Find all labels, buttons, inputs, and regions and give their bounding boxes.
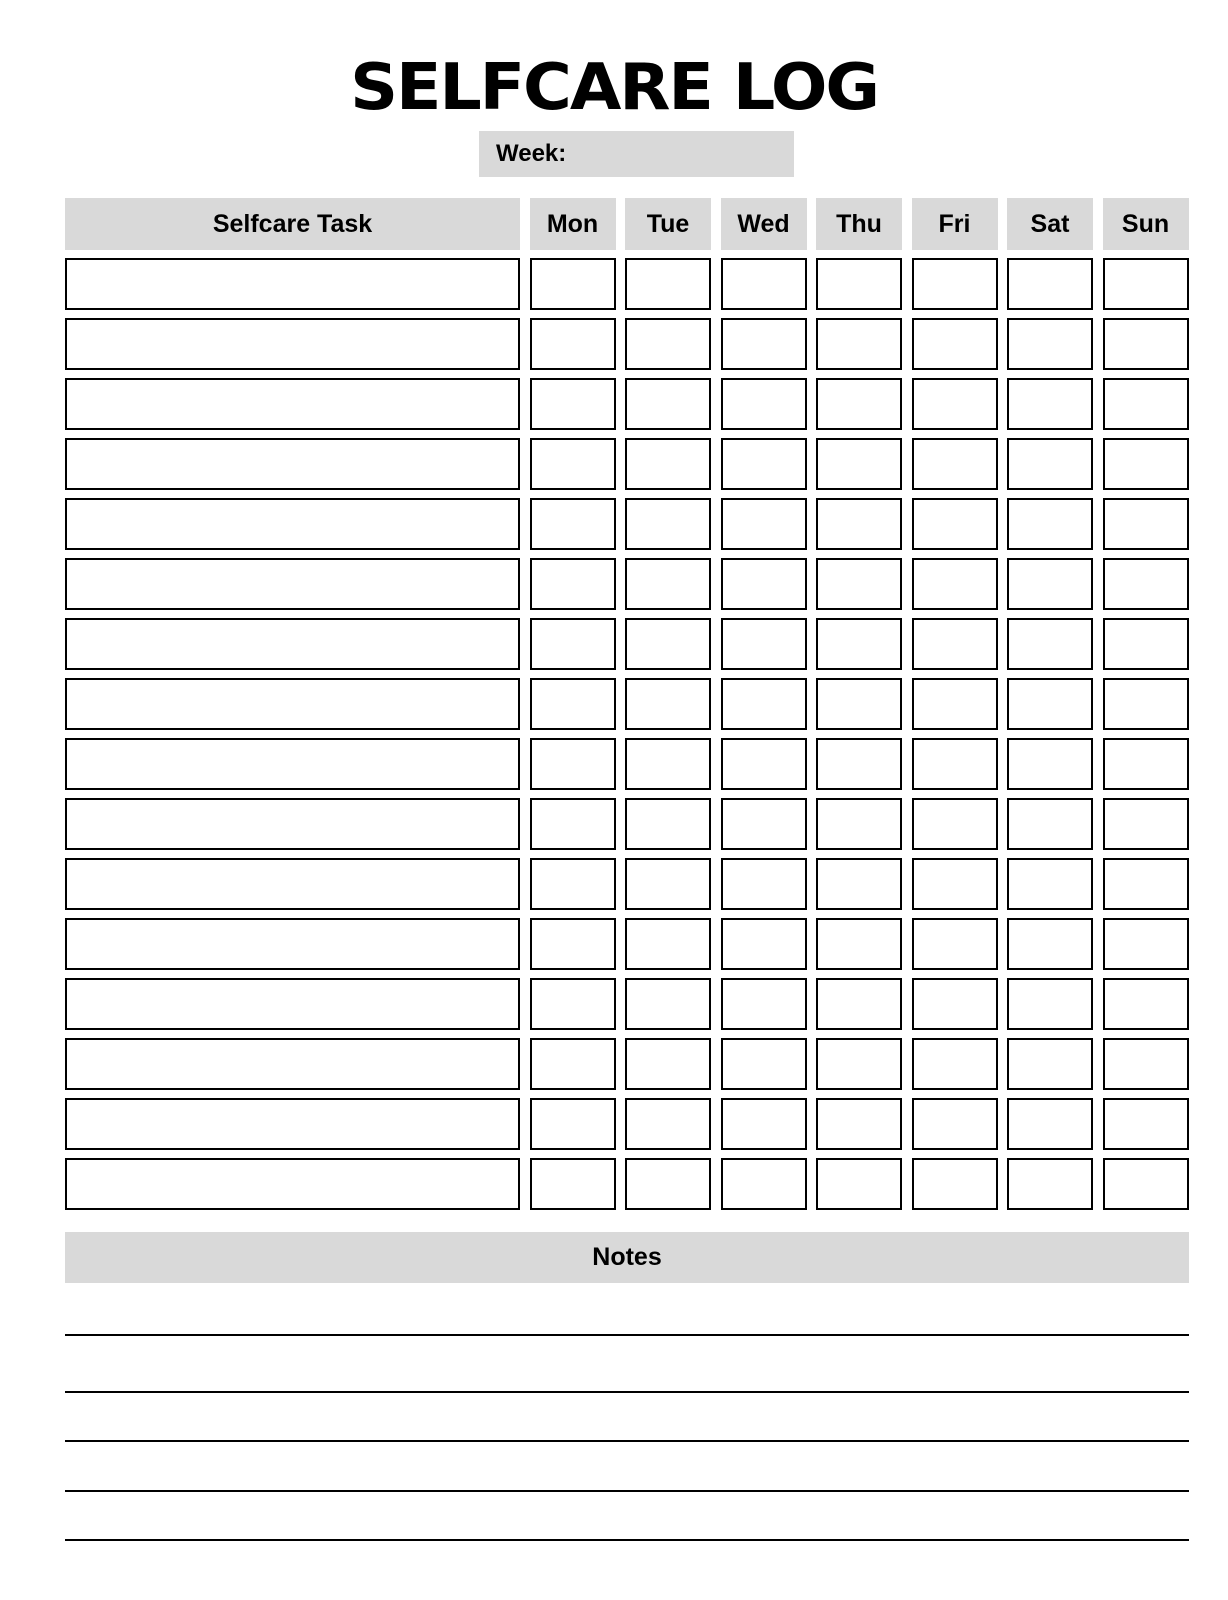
checkbox-mon[interactable]	[530, 678, 616, 730]
checkbox-mon[interactable]	[530, 978, 616, 1030]
checkbox-sun[interactable]	[1103, 258, 1189, 310]
checkbox-wed[interactable]	[721, 978, 807, 1030]
checkbox-fri[interactable]	[912, 798, 998, 850]
checkbox-sun[interactable]	[1103, 798, 1189, 850]
checkbox-fri[interactable]	[912, 558, 998, 610]
checkbox-thu[interactable]	[816, 1098, 902, 1150]
checkbox-sun[interactable]	[1103, 1038, 1189, 1090]
checkbox-sat[interactable]	[1007, 318, 1093, 370]
checkbox-wed[interactable]	[721, 1038, 807, 1090]
checkbox-fri[interactable]	[912, 678, 998, 730]
checkbox-mon[interactable]	[530, 1098, 616, 1150]
checkbox-sat[interactable]	[1007, 1038, 1093, 1090]
checkbox-wed[interactable]	[721, 738, 807, 790]
task-input-box[interactable]	[65, 978, 520, 1030]
task-input-box[interactable]	[65, 798, 520, 850]
checkbox-sat[interactable]	[1007, 978, 1093, 1030]
checkbox-fri[interactable]	[912, 258, 998, 310]
table-row	[65, 498, 1189, 550]
checkbox-mon[interactable]	[530, 618, 616, 670]
checkbox-tue[interactable]	[625, 378, 711, 430]
task-input-box[interactable]	[65, 1158, 520, 1210]
checkbox-sat[interactable]	[1007, 738, 1093, 790]
task-input-box[interactable]	[65, 558, 520, 610]
day-header-sun: Sun	[1103, 198, 1189, 250]
checkbox-thu[interactable]	[816, 1158, 902, 1210]
checkbox-tue[interactable]	[625, 498, 711, 550]
task-input-box[interactable]	[65, 1038, 520, 1090]
checkbox-mon[interactable]	[530, 558, 616, 610]
table-row	[65, 798, 1189, 850]
week-field[interactable]: Week:	[479, 131, 794, 177]
checkbox-sat[interactable]	[1007, 798, 1093, 850]
checkbox-mon[interactable]	[530, 858, 616, 910]
checkbox-mon[interactable]	[530, 1158, 616, 1210]
checkbox-sat[interactable]	[1007, 498, 1093, 550]
day-header-fri: Fri	[912, 198, 998, 250]
checkbox-tue[interactable]	[625, 978, 711, 1030]
table-body	[65, 258, 1189, 1210]
checkbox-sun[interactable]	[1103, 558, 1189, 610]
task-input-box[interactable]	[65, 618, 520, 670]
checkbox-tue[interactable]	[625, 558, 711, 610]
task-input-box[interactable]	[65, 438, 520, 490]
day-header-thu: Thu	[816, 198, 902, 250]
checkbox-sun[interactable]	[1103, 378, 1189, 430]
checkbox-tue[interactable]	[625, 1158, 711, 1210]
checkbox-tue[interactable]	[625, 258, 711, 310]
page-title: SELFCARE LOG	[350, 51, 878, 125]
checkbox-tue[interactable]	[625, 738, 711, 790]
checkbox-sat[interactable]	[1007, 258, 1093, 310]
table-row	[65, 738, 1189, 790]
day-header-sat: Sat	[1007, 198, 1093, 250]
checkbox-fri[interactable]	[912, 378, 998, 430]
table-row	[65, 378, 1189, 430]
table-row	[65, 918, 1189, 970]
task-input-box[interactable]	[65, 678, 520, 730]
checkbox-mon[interactable]	[530, 438, 616, 490]
checkbox-wed[interactable]	[721, 1098, 807, 1150]
task-input-box[interactable]	[65, 738, 520, 790]
checkbox-tue[interactable]	[625, 618, 711, 670]
note-line[interactable]	[65, 1440, 1189, 1442]
checkbox-wed[interactable]	[721, 798, 807, 850]
task-input-box[interactable]	[65, 498, 520, 550]
checkbox-mon[interactable]	[530, 738, 616, 790]
checkbox-thu[interactable]	[816, 618, 902, 670]
checkbox-sun[interactable]	[1103, 738, 1189, 790]
checkbox-sun[interactable]	[1103, 858, 1189, 910]
checkbox-wed[interactable]	[721, 858, 807, 910]
note-line[interactable]	[65, 1391, 1189, 1393]
checkbox-sat[interactable]	[1007, 618, 1093, 670]
table-row	[65, 438, 1189, 490]
checkbox-sat[interactable]	[1007, 918, 1093, 970]
table-header	[65, 198, 1189, 250]
checkbox-thu[interactable]	[816, 678, 902, 730]
checkbox-thu[interactable]	[816, 858, 902, 910]
checkbox-mon[interactable]	[530, 318, 616, 370]
checkbox-wed[interactable]	[721, 438, 807, 490]
checkbox-fri[interactable]	[912, 918, 998, 970]
checkbox-thu[interactable]	[816, 1038, 902, 1090]
table-row	[65, 978, 1189, 1030]
checkbox-sat[interactable]	[1007, 1098, 1093, 1150]
task-input-box[interactable]	[65, 918, 520, 970]
checkbox-thu[interactable]	[816, 918, 902, 970]
checkbox-tue[interactable]	[625, 1098, 711, 1150]
checkbox-tue[interactable]	[625, 318, 711, 370]
table-row	[65, 858, 1189, 910]
checkbox-mon[interactable]	[530, 798, 616, 850]
checkbox-wed[interactable]	[721, 498, 807, 550]
checkbox-tue[interactable]	[625, 858, 711, 910]
note-line[interactable]	[65, 1334, 1189, 1336]
checkbox-thu[interactable]	[816, 438, 902, 490]
checkbox-mon[interactable]	[530, 258, 616, 310]
checkbox-sun[interactable]	[1103, 678, 1189, 730]
checkbox-fri[interactable]	[912, 498, 998, 550]
checkbox-sun[interactable]	[1103, 1098, 1189, 1150]
checkbox-wed[interactable]	[721, 318, 807, 370]
note-line[interactable]	[65, 1539, 1189, 1541]
checkbox-fri[interactable]	[912, 858, 998, 910]
checkbox-tue[interactable]	[625, 678, 711, 730]
table-row	[65, 1038, 1189, 1090]
checkbox-sat[interactable]	[1007, 438, 1093, 490]
notes-header: Notes	[65, 1232, 1189, 1283]
checkbox-sat[interactable]	[1007, 678, 1093, 730]
checkbox-sun[interactable]	[1103, 438, 1189, 490]
day-header-wed: Wed	[721, 198, 807, 250]
table-row	[65, 618, 1189, 670]
checkbox-thu[interactable]	[816, 498, 902, 550]
table-row	[65, 1098, 1189, 1150]
day-header-mon: Mon	[530, 198, 616, 250]
checkbox-thu[interactable]	[816, 258, 902, 310]
checkbox-wed[interactable]	[721, 918, 807, 970]
note-line[interactable]	[65, 1490, 1189, 1492]
table-row	[65, 258, 1189, 310]
checkbox-sat[interactable]	[1007, 378, 1093, 430]
checkbox-tue[interactable]	[625, 438, 711, 490]
checkbox-fri[interactable]	[912, 738, 998, 790]
checkbox-fri[interactable]	[912, 1098, 998, 1150]
checkbox-sun[interactable]	[1103, 978, 1189, 1030]
table-row	[65, 318, 1189, 370]
checkbox-sat[interactable]	[1007, 1158, 1093, 1210]
checkbox-sun[interactable]	[1103, 318, 1189, 370]
table-row	[65, 558, 1189, 610]
table-row	[65, 678, 1189, 730]
checkbox-fri[interactable]	[912, 618, 998, 670]
checkbox-thu[interactable]	[816, 318, 902, 370]
selfcare-table	[65, 198, 1189, 1210]
task-input-box[interactable]	[65, 378, 520, 430]
checkbox-sat[interactable]	[1007, 558, 1093, 610]
task-input-box[interactable]	[65, 858, 520, 910]
checkbox-tue[interactable]	[625, 918, 711, 970]
checkbox-mon[interactable]	[530, 498, 616, 550]
checkbox-mon[interactable]	[530, 1038, 616, 1090]
checkbox-thu[interactable]	[816, 558, 902, 610]
task-input-box[interactable]	[65, 258, 520, 310]
checkbox-fri[interactable]	[912, 318, 998, 370]
checkbox-sat[interactable]	[1007, 858, 1093, 910]
task-column-header: Selfcare Task	[65, 198, 520, 250]
checkbox-wed[interactable]	[721, 1158, 807, 1210]
checkbox-tue[interactable]	[625, 1038, 711, 1090]
checkbox-fri[interactable]	[912, 978, 998, 1030]
checkbox-sun[interactable]	[1103, 918, 1189, 970]
checkbox-mon[interactable]	[530, 378, 616, 430]
checkbox-thu[interactable]	[816, 738, 902, 790]
checkbox-sun[interactable]	[1103, 498, 1189, 550]
checkbox-sun[interactable]	[1103, 1158, 1189, 1210]
checkbox-wed[interactable]	[721, 558, 807, 610]
checkbox-fri[interactable]	[912, 1038, 998, 1090]
checkbox-mon[interactable]	[530, 918, 616, 970]
task-input-box[interactable]	[65, 318, 520, 370]
table-row	[65, 1158, 1189, 1210]
checkbox-wed[interactable]	[721, 618, 807, 670]
checkbox-fri[interactable]	[912, 438, 998, 490]
checkbox-sun[interactable]	[1103, 618, 1189, 670]
checkbox-tue[interactable]	[625, 798, 711, 850]
task-input-box[interactable]	[65, 1098, 520, 1150]
checkbox-thu[interactable]	[816, 378, 902, 430]
day-header-tue: Tue	[625, 198, 711, 250]
checkbox-thu[interactable]	[816, 798, 902, 850]
checkbox-wed[interactable]	[721, 378, 807, 430]
checkbox-thu[interactable]	[816, 978, 902, 1030]
checkbox-wed[interactable]	[721, 678, 807, 730]
checkbox-fri[interactable]	[912, 1158, 998, 1210]
checkbox-wed[interactable]	[721, 258, 807, 310]
